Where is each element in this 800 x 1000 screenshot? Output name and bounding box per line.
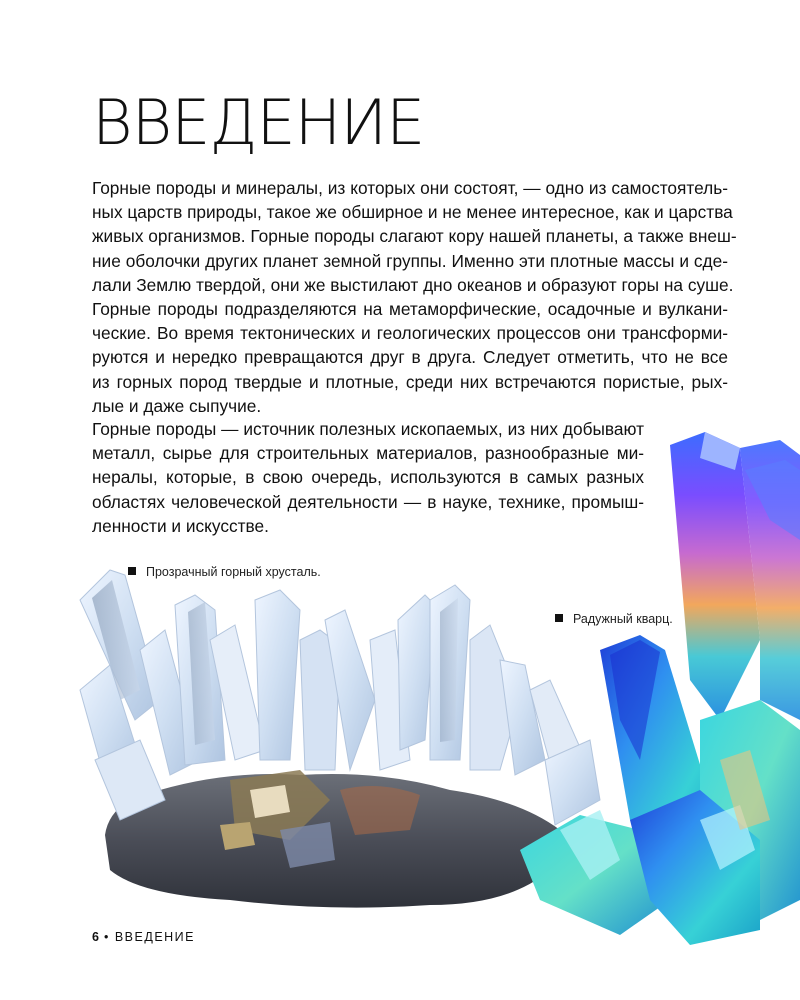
page-footer [92,930,195,944]
paragraph-line: областях человеческой деятельности — в науке, технике, промыш- [92,491,644,512]
resources-paragraph [92,417,644,538]
paragraph-line: Горные породы подразделяются на метаморфические, осадочные и вулкани- [92,299,728,320]
bullet-square-icon [555,614,563,622]
bullet-square-icon [128,567,136,575]
paragraph-line: ленности и искусстве. [92,515,269,536]
caption-text: Радужный кварц. [573,612,673,626]
paragraph-line: нералы, которые, в свою очередь, используются в самых разных [92,467,644,488]
section-name: ВВЕДЕНИЕ [114,930,196,944]
crystal-caption [128,565,321,579]
page-title: ВВЕДЕНИЕ [92,86,425,159]
rock-crystal-image [80,570,600,908]
paragraph-line: из горных пород твердые и плотные, среди них встречаются пористые, рых- [92,371,728,392]
paragraph-line: руются и нередко превращаются друг в друга. Следует отметить, что не все [92,347,728,368]
separator: • [103,930,110,944]
paragraph-line: ных царств природы, такое же обширное и не менее интересное, как и царства [92,202,733,223]
paragraph-line: металл, сырье для строительных материалов, разнообразные ми- [92,443,644,464]
paragraph-line: ние оболочки других планет земной группы. Именно эти плотные массы и сде- [92,250,728,271]
intro-paragraph [92,176,737,418]
paragraph-line: Горные породы и минералы, из которых они состоят, — одно из самостоятель- [92,178,728,198]
paragraph-line: лали Землю твердой, они же выстилают дно океанов и образуют горы на суше. [92,274,734,295]
paragraph-line: живых организмов. Горные породы слагают кору нашей планеты, а также внеш- [92,226,737,247]
paragraph-line: Горные породы — источник полезных ископаемых, из них добывают [92,419,644,439]
paragraph-line: ческие. Во время тектонических и геологических процессов они трансформи- [92,323,728,344]
quartz-caption [555,612,673,626]
paragraph-line: лые и даже сыпучие. [92,395,262,416]
page-number: 6 [92,930,99,944]
caption-text: Прозрачный горный хрусталь. [146,565,321,579]
